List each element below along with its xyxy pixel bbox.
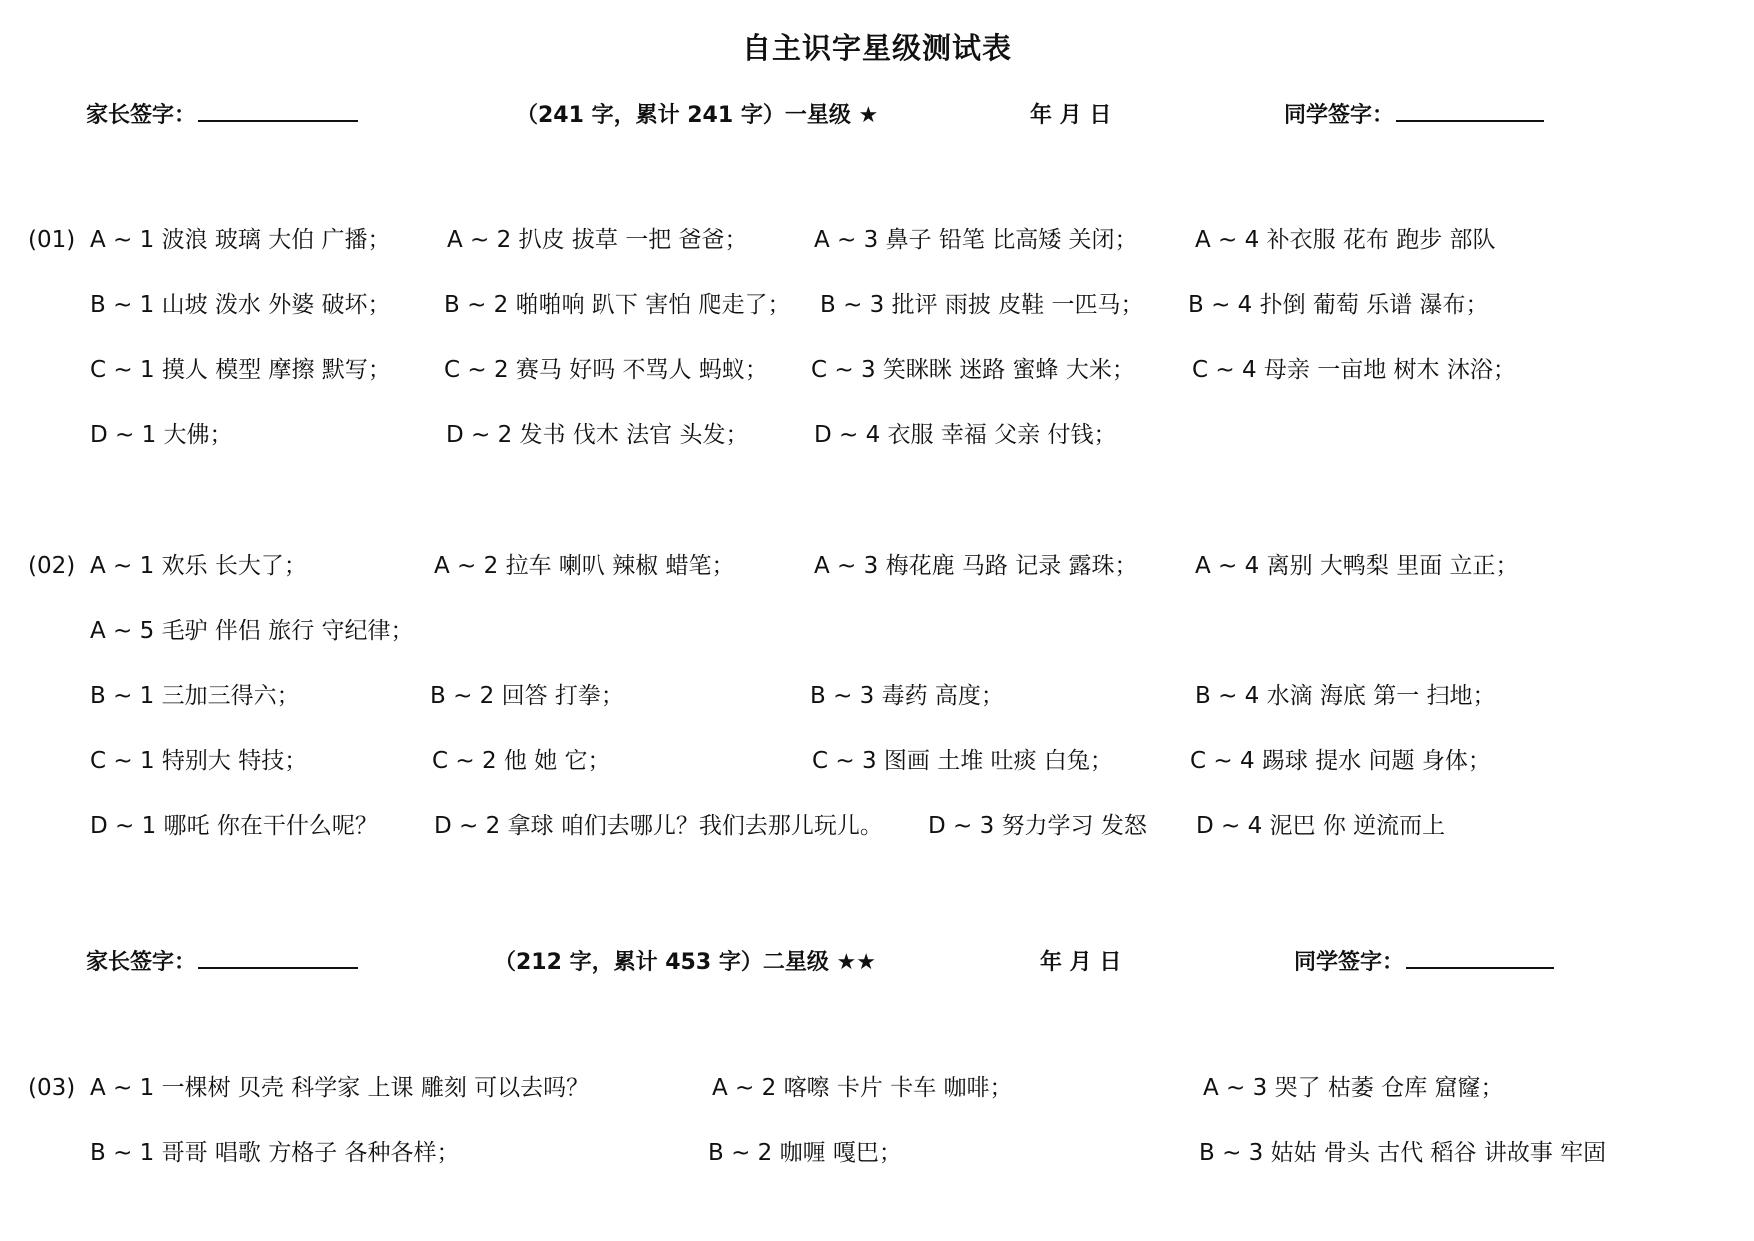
item-cell: A ~ 4 补衣服 花布 跑步 部队 [1195,227,1496,253]
item-cell: A ~ 3 鼻子 铅笔 比高矮 关闭； [814,227,1138,253]
student-signature-line[interactable] [1406,967,1554,969]
item-cell: D ~ 3 努力学习 发怒 [928,813,1147,839]
item-cell: C ~ 1 特别大 特技； [90,748,308,774]
student-signature-line[interactable] [1396,120,1544,122]
item-cell: A ~ 2 扒皮 拔草 一把 爸爸； [447,227,748,253]
page-title: 自主识字星级测试表 [741,31,1012,65]
item-cell: B ~ 1 哥哥 唱歌 方格子 各种各样； [90,1140,460,1166]
item-cell: D ~ 1 哪吒 你在干什么呢？ [90,813,378,839]
item-cell: B ~ 3 批评 雨披 皮鞋 一匹马； [820,292,1144,318]
item-cell: A ~ 1 欢乐 长大了； [90,553,307,579]
parent-signature-1 [86,98,358,129]
item-cell: D ~ 2 拿球 咱们去哪儿？我们去那儿玩儿。 [434,813,883,839]
student-signature-1 [1284,98,1544,129]
item-cell: B ~ 3 姑姑 骨头 古代 稻谷 讲故事 牢固 [1199,1140,1607,1166]
section-number: (03) [28,1075,76,1101]
item-cell: C ~ 4 母亲 一亩地 树木 沐浴； [1192,357,1516,383]
parent-signature-line[interactable] [198,967,358,969]
date-1: 年 月 日 [1030,103,1112,128]
item-cell: B ~ 2 咖喱 嘎巴； [708,1140,902,1166]
item-cell: A ~ 3 哭了 枯萎 仓库 窟窿； [1203,1075,1504,1101]
item-cell: B ~ 1 山坡 泼水 外婆 破坏； [90,292,391,318]
student-signature-label: 同学签字： [1294,950,1405,975]
item-cell: A ~ 1 一棵树 贝壳 科学家 上课 雕刻 可以去吗？ [90,1075,590,1101]
item-cell: D ~ 2 发书 伐木 法官 头发； [446,422,749,448]
section-number: (02) [28,553,76,579]
parent-signature-label: 家长签字： [86,950,197,975]
item-cell: B ~ 3 毒药 高度； [810,683,1004,709]
student-signature-2 [1294,945,1554,976]
item-cell: A ~ 2 拉车 喇叭 辣椒 蜡笔； [434,553,735,579]
item-cell: D ~ 4 衣服 幸福 父亲 付钱； [814,422,1117,448]
item-cell: C ~ 4 踢球 提水 问题 身体； [1190,748,1491,774]
item-cell: A ~ 2 喀嚓 卡片 卡车 咖啡； [712,1075,1013,1101]
item-cell: A ~ 3 梅花鹿 马路 记录 露珠； [814,553,1138,579]
item-cell: B ~ 4 水滴 海底 第一 扫地； [1195,683,1496,709]
item-cell: A ~ 1 波浪 玻璃 大伯 广播； [90,227,391,253]
level-info-2: （212 字，累计 453 字）二星级 ★★ [494,950,876,975]
item-cell: A ~ 4 离别 大鸭梨 里面 立正； [1195,553,1519,579]
level-info-1: （241 字，累计 241 字）一星级 ★ [516,103,879,128]
item-cell: B ~ 2 啪啪响 趴下 害怕 爬走了； [444,292,791,318]
item-cell: C ~ 2 赛马 好吗 不骂人 蚂蚁； [444,357,768,383]
item-cell: B ~ 2 回答 打拳； [430,683,624,709]
item-cell: D ~ 4 泥巴 你 逆流而上 [1196,813,1446,839]
section-number: (01) [28,227,76,253]
parent-signature-2 [86,945,358,976]
item-cell: C ~ 3 图画 土堆 吐痰 白兔； [812,748,1113,774]
item-cell: A ~ 5 毛驴 伴侣 旅行 守纪律； [90,618,414,644]
student-signature-label: 同学签字： [1284,103,1395,128]
item-cell: B ~ 4 扑倒 葡萄 乐谱 瀑布； [1188,292,1489,318]
item-cell: C ~ 2 他 她 它； [432,748,611,774]
parent-signature-line[interactable] [198,120,358,122]
item-cell: C ~ 3 笑眯眯 迷路 蜜蜂 大米； [811,357,1135,383]
item-cell: C ~ 1 摸人 模型 摩擦 默写； [90,357,391,383]
item-cell: B ~ 1 三加三得六； [90,683,300,709]
date-2: 年 月 日 [1040,950,1122,975]
item-cell: D ~ 1 大佛； [90,422,233,448]
parent-signature-label: 家长签字： [86,103,197,128]
